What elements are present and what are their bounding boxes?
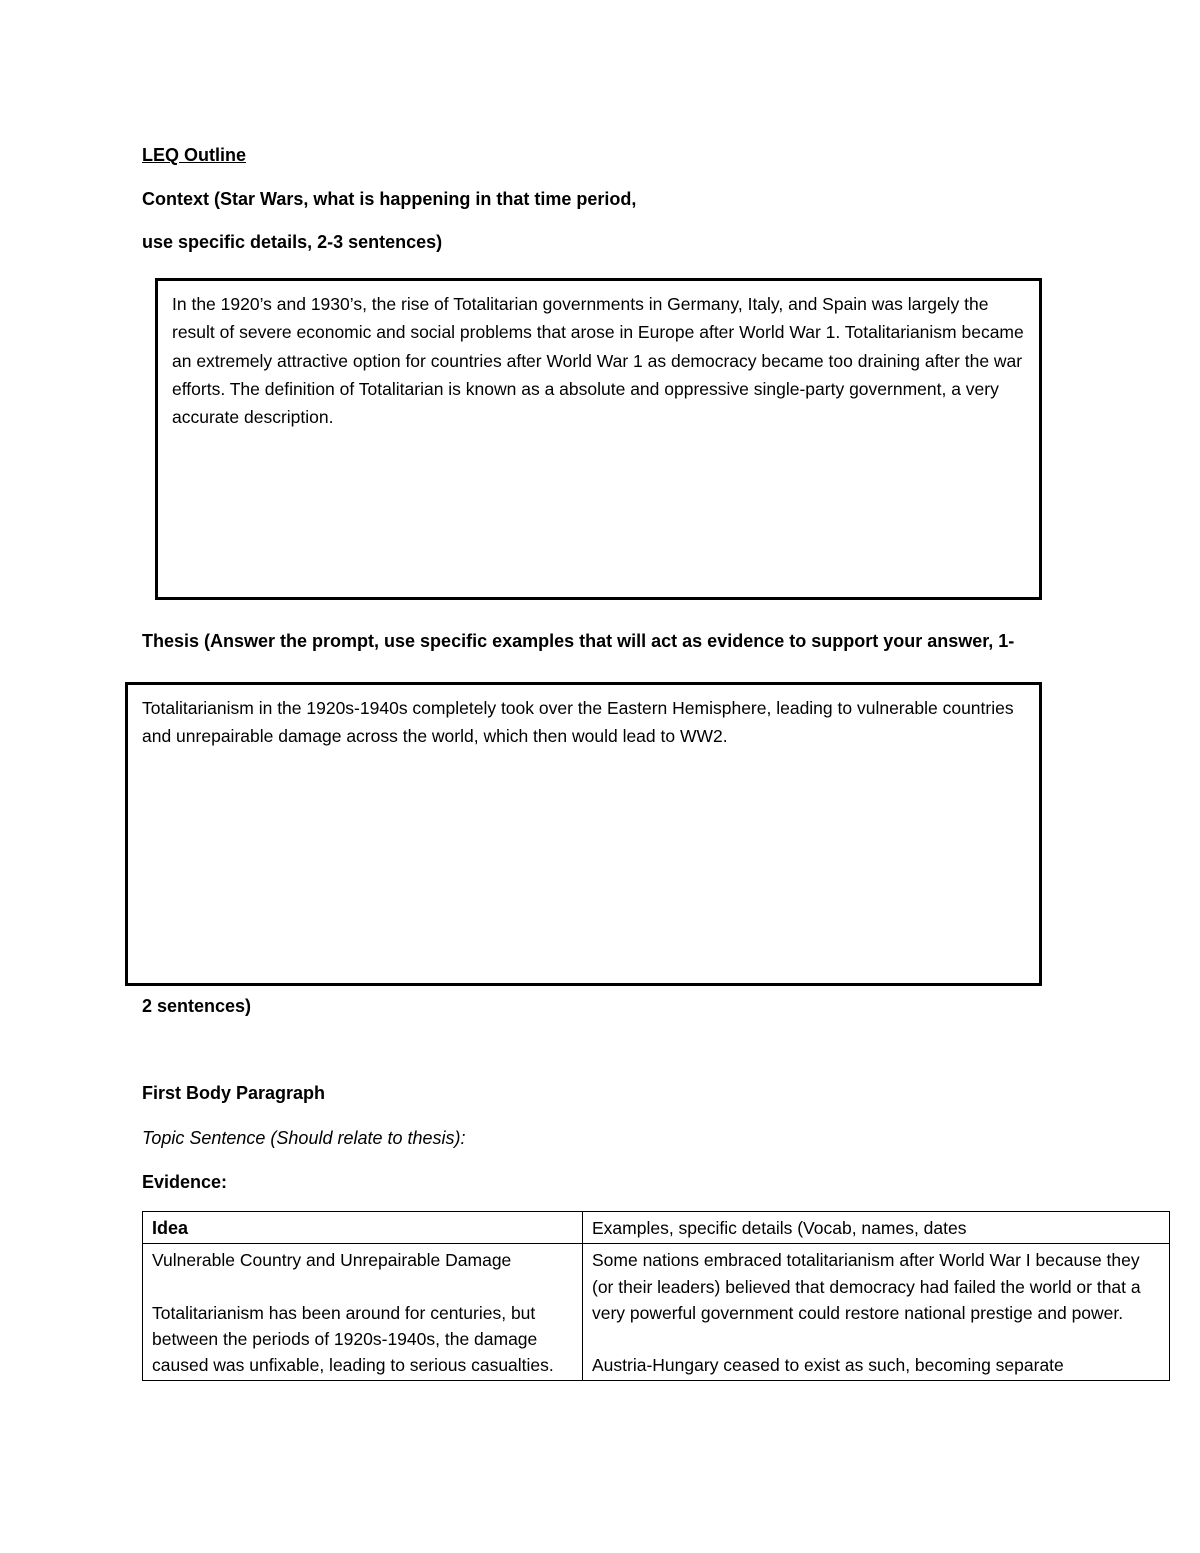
topic-sentence-label: Topic Sentence (Should relate to thesis):: [142, 1128, 466, 1148]
context-prompt-line2: use specific details, 2-3 sentences): [142, 232, 443, 252]
thesis-prompt-line1: Thesis (Answer the prompt, use specific examples that will act as evidence to support your answer, 1-: [142, 631, 1015, 651]
examples-cell[interactable]: [583, 1244, 1170, 1381]
example-2: Austria-Hungary ceased to exist as such, becoming separate: [592, 1355, 1064, 1376]
outline-title: LEQ Outline: [142, 145, 247, 165]
thesis-answer-text: Totalitarianism in the 1920s-1940s completely took over the Eastern Hemisphere, leading to vulnerable countries and unrepairable damage across the world, which then would lead to WW2.: [142, 698, 1014, 747]
idea-cell[interactable]: [143, 1244, 583, 1381]
example-1: Some nations embraced totalitarianism after World War I because they (or their leaders) believed that democracy had failed the world or that a very powerful government could restore national prestige and power.: [592, 1250, 1141, 1323]
idea-text: Totalitarianism has been around for centuries, but between the periods of 1920s-1940s, the damage caused was unfixable, leading to serious casualties.: [152, 1302, 554, 1376]
first-body-heading: First Body Paragraph: [142, 1083, 326, 1103]
table-header-row: [143, 1212, 1170, 1244]
context-prompt-line1: Context (Star Wars, what is happening in that time period,: [142, 189, 637, 209]
evidence-table: [142, 1211, 1170, 1381]
thesis-answer-box[interactable]: [125, 682, 1042, 986]
evidence-label: Evidence:: [142, 1172, 228, 1192]
thesis-prompt-line2: 2 sentences): [142, 996, 252, 1016]
context-answer-text: In the 1920’s and 1930’s, the rise of Totalitarian governments in Germany, Italy, and Spain was largely the result of severe economic and social problems that arose in Europe after World War 1. Totalitarianism became an extremely attractive option for countries after World War 1 as democracy became too draining after the war efforts. The definition of Totalitarian is known as a absolute and oppressive single-party government, a very accurate description.: [172, 294, 1024, 428]
context-answer-box[interactable]: [155, 278, 1042, 600]
table-row: [143, 1244, 1170, 1381]
table-header-idea: Idea: [143, 1212, 583, 1244]
table-header-examples: Examples, specific details (Vocab, names, dates: [583, 1212, 1170, 1244]
idea-title: Vulnerable Country and Unrepairable Damage: [152, 1250, 512, 1271]
